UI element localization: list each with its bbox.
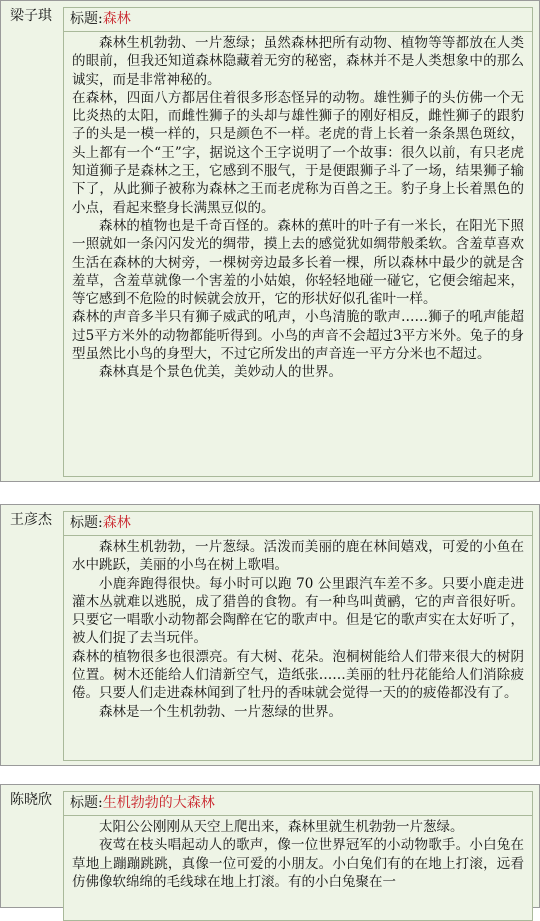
essay-title: 生机勃勃的大森林 (102, 795, 215, 811)
paragraph: 森林是一个生机勃勃、一片葱绿的世界。 (99, 703, 342, 720)
author-name: 梁子琪 (10, 8, 52, 24)
essay-title: 森林 (102, 515, 131, 531)
paragraph: 在森林，四面八方都居住着很多形态怪异的动物。雄性狮子的头仿佛一个无比炎热的太阳，而雌性狮子的头却与雄性狮子的刚好相反，雌性狮子的跟豹子的头是一模一样的，只是颜色不一样。老虎的背上长着一条条黑色斑纹，头上都有一个“王”字，据说这个王字说明了一个故事：很久以前，有只老虎知道狮子是森林之王，它感到不服气，于是便跟狮子斗了一场，结果狮子输下了，从此狮子被称为森林之王而老虎称为百兽之王。豹子身上长着黑色的小点，看起来整身长满黑豆似的。 (72, 89, 524, 216)
title-row (64, 8, 532, 32)
title-label: 标题: (70, 515, 103, 531)
essay-body (64, 32, 532, 382)
essay-title: 森林 (102, 11, 131, 27)
essay-cell (63, 7, 533, 477)
author-name: 陈晓欣 (10, 792, 52, 808)
title-label: 标题: (70, 11, 103, 27)
paragraph: 森林的声音多半只有狮子威武的吼声，小鸟清脆的歌声……狮子的吼声能超过5平方米外的动物都能听得到。小鸟的声音不会超过3平方米外。兔子的身型虽然比小鸟的身型大，不过它所发出的声音连一平方分米也不超过。 (72, 309, 524, 363)
essay-cell (63, 511, 533, 761)
paragraph: 夜莺在枝头唱起动人的歌声，像一位世界冠军的小动物歌手。小白兔在草地上蹦蹦跳跳，真像一位可爱的小朋友。小白兔们有的在地上打滚，远看仿佛像软绵绵的毛线球在地上打滚。有的小白兔聚在一 (72, 837, 524, 890)
essay-body (64, 816, 532, 891)
paragraph: 森林真是个景色优美，美妙动人的世界。 (99, 364, 342, 381)
title-label: 标题: (70, 795, 103, 811)
paragraph: 森林生机勃勃、一片葱绿；虽然森林把所有动物、植物等等都放在人类的眼前，但我还知道森林隐藏着无穷的秘密，森林并不是人类想象中的那么诚实，而是非常神秘的。 (72, 35, 524, 88)
paragraph: 小鹿奔跑得很快。每小时可以跑 70 公里跟汽车差不多。只要小鹿走进灌木丛就难以逃脱，成了猎兽的食物。有一种鸟叫黄鹂，它的声音很好听。只要它一唱歌小动物都会陶醉在它的歌声中。但是它的歌声实在太好听了，被人们捉了去当玩伴。 (72, 575, 524, 647)
paragraph: 森林的植物很多也很漂亮。有大树、花朵。泡桐树能给人们带来很大的树阴位置。树木还能给人们清新空气，造纸张……美丽的牡丹花能给人们消除疲倦。只要人们走进森林闻到了牡丹的香味就会觉得一天的的疲倦都没有了。 (72, 648, 524, 702)
paragraph: 森林生机勃勃，一片葱绿。活泼而美丽的鹿在林间嬉戏，可爱的小鱼在水中跳跃，美丽的小鸟在树上歌唱。 (72, 539, 524, 574)
entry-card (0, 784, 540, 908)
essay-cell (63, 791, 533, 921)
essay-body (64, 536, 532, 721)
paragraph: 太阳公公刚刚从天空上爬出来，森林里就生机勃勃一片葱绿。 (99, 819, 464, 835)
author-name: 王彦杰 (10, 512, 52, 528)
title-row (64, 512, 532, 536)
title-row (64, 792, 532, 816)
paragraph: 森林的植物也是千奇百怪的。森林的蕉叶的叶子有一米长，在阳光下照一照就如一条闪闪发光的绸带，摸上去的感觉犹如绸带般柔软。含羞草喜欢生活在森林的大树旁，一棵树旁边最多长着一棵，所以森林中最少的就是含羞草，含羞草就像一个害羞的小姑娘，你轻轻地碰一碰它，它便会缩起来，等它感到不危险的时候就会放开，它的形状好似孔雀叶一样。 (72, 217, 524, 308)
entry-card (0, 504, 540, 766)
